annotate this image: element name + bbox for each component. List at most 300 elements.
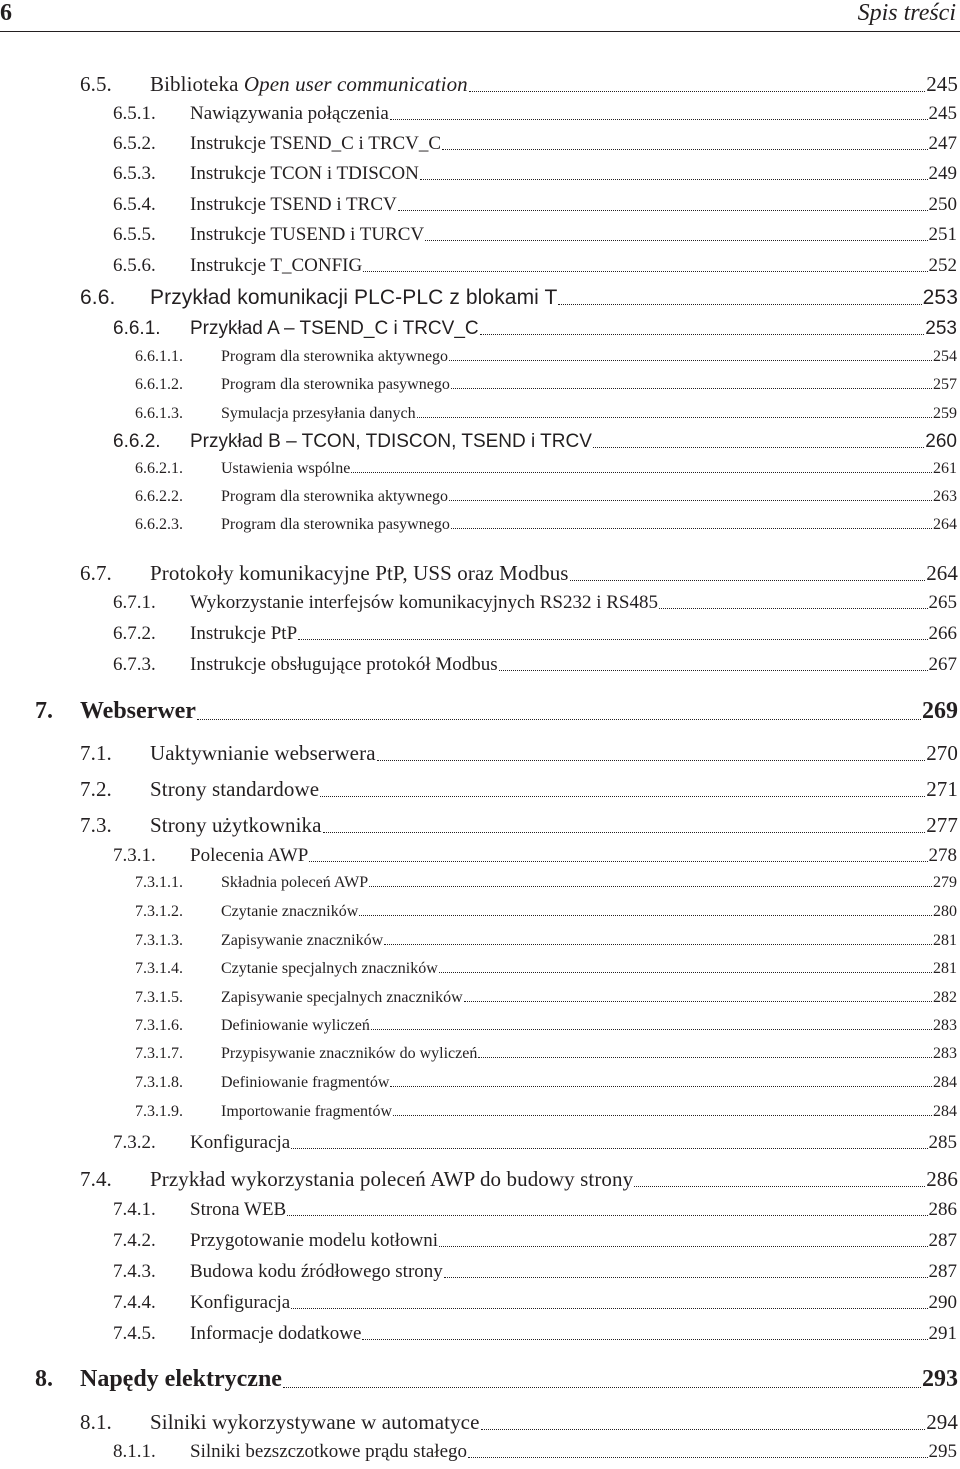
toc-entry-number: 7.1. (80, 741, 112, 765)
toc-entry-body (190, 623, 957, 645)
toc-entry[interactable] (0, 561, 960, 591)
toc-entry[interactable] (0, 777, 960, 807)
toc-entry-title-text: Webserwer (80, 698, 196, 724)
toc-entry-body (190, 845, 957, 867)
toc-entry-title (221, 932, 383, 950)
toc-entry-title (190, 255, 362, 277)
toc-entry-number: 7.3. (80, 813, 112, 837)
toc-entry-leader-dots (634, 1186, 925, 1187)
toc-entry-number: 8.1.1. (113, 1441, 156, 1462)
toc-entry-page: 264 (926, 561, 958, 585)
toc-entry-leader-dots (377, 760, 926, 761)
toc-entry-number: 7.4. (80, 1167, 112, 1191)
toc-entry-body (190, 592, 957, 614)
toc-entry-leader-dots (464, 1001, 932, 1002)
toc-entry-page: 251 (928, 224, 957, 245)
toc-entry-number: 6.6.2.3. (135, 516, 183, 533)
toc-entry[interactable] (0, 698, 960, 730)
toc-entry-number: 7.3.1.1. (135, 874, 183, 891)
toc-entry-page: 283 (933, 1017, 957, 1034)
toc-entry-leader-dots (425, 240, 927, 241)
toc-entry-leader-dots (449, 500, 932, 501)
toc-entry-body (221, 903, 957, 921)
toc-entry-page: 252 (928, 255, 957, 276)
toc-entry-title-text: Protokoły komunikacyjne PtP, USS oraz Modbus (150, 561, 569, 585)
toc-entry-body (221, 405, 957, 423)
toc-entry[interactable] (0, 623, 960, 651)
toc-entry-body (190, 1261, 957, 1283)
toc-entry-page: 253 (925, 318, 957, 339)
toc-entry-title-text: Program dla sterownika pasywnego (221, 376, 450, 393)
toc-entry-leader-dots (359, 915, 932, 916)
toc-entry[interactable] (0, 194, 960, 222)
toc-entry-title (80, 1366, 282, 1393)
toc-entry-title-text: Strony użytkownika (150, 813, 322, 837)
toc-entry-number: 6.5.5. (113, 224, 156, 245)
toc-entry-title (190, 224, 424, 246)
toc-entry-leader-dots (320, 796, 925, 797)
toc-entry-title (221, 405, 416, 423)
toc-entry-title-text: Instrukcje T_CONFIG (190, 255, 363, 276)
toc-entry-title-text: Uaktywnianie webserwera (150, 741, 376, 765)
toc-entry-title (221, 1074, 389, 1092)
toc-entry-title (150, 1410, 480, 1435)
toc-entry-body (150, 1167, 958, 1192)
page-number: 6 (0, 0, 12, 26)
toc-entry-title-text: Instrukcje obsługujące protokół Modbus (190, 654, 498, 675)
toc-entry-title-text: Przykład A – TSEND_C i TRCV_C (190, 318, 479, 339)
toc-entry-title (190, 194, 397, 216)
toc-entry-title-text: Przykład komunikacji PLC-PLC z blokami T (150, 286, 558, 309)
toc-entry-title (221, 1017, 370, 1035)
toc-entry-title (190, 318, 479, 340)
toc-entry-title-text: Instrukcje TUSEND i TURCV (190, 224, 425, 245)
toc-entry-title-text: Składnia poleceń AWP (221, 874, 369, 891)
toc-entry-title-text: Polecenia AWP (190, 845, 309, 866)
toc-entry-number: 7.3.1.4. (135, 960, 183, 977)
toc-entry-leader-dots (444, 1277, 928, 1278)
toc-entry-page: 286 (928, 1199, 957, 1220)
toc-entry-title-text: Strony standardowe (150, 777, 320, 801)
toc-entry-page: 254 (933, 348, 957, 365)
toc-entry-leader-dots (291, 1148, 927, 1149)
toc-entry-leader-dots (439, 1246, 927, 1247)
toc-entry-body (221, 960, 957, 978)
toc-entry-title (190, 845, 308, 867)
toc-entry-number: 6.6.2. (113, 431, 161, 452)
toc-entry-leader-dots (390, 1086, 932, 1087)
toc-entry[interactable] (0, 654, 960, 682)
toc-entry-title (190, 1199, 286, 1221)
toc-entry[interactable] (0, 516, 960, 540)
toc-entry-number: 6.6.1. (113, 318, 161, 339)
toc-entry-number: 7. (35, 698, 53, 724)
toc-entry[interactable] (0, 1261, 960, 1289)
toc-entry-leader-dots (468, 1457, 927, 1458)
toc-entry-leader-dots (398, 210, 928, 211)
toc-entry-body (190, 318, 957, 340)
toc-entry-page: 247 (928, 133, 957, 154)
toc-entry-title-text: Definiowanie fragmentów (221, 1074, 390, 1091)
toc-entry-body (221, 1103, 957, 1121)
toc-entry-page: 279 (933, 874, 957, 891)
toc-entry-page: 287 (928, 1230, 957, 1251)
toc-entry-page: 266 (928, 623, 957, 644)
toc-entry[interactable] (0, 163, 960, 191)
toc-entry-leader-dots (287, 1215, 927, 1216)
toc-entry-number: 7.3.1.5. (135, 989, 183, 1006)
toc-entry-title-text: Wykorzystanie interfejsów komunikacyjnych RS232 i RS485 (190, 592, 658, 613)
toc-entry-number: 7.3.1.9. (135, 1103, 183, 1120)
toc-entry-body (190, 194, 957, 216)
toc-entry-title-text: Program dla sterownika aktywnego (221, 488, 449, 505)
toc-entry-number: 7.3.1.3. (135, 932, 183, 949)
toc-entry[interactable] (0, 224, 960, 252)
toc-entry[interactable] (0, 1103, 960, 1127)
toc-entry-number: 6.5.3. (113, 163, 156, 184)
toc-entry-title-text: Przykład wykorzystania poleceń AWP do budowy strony (150, 1167, 634, 1191)
toc-entry-body (221, 376, 957, 394)
toc-entry-title (150, 1167, 633, 1192)
toc-entry-title (221, 903, 358, 921)
toc-entry-number: 7.2. (80, 777, 112, 801)
toc-entry-body (190, 654, 957, 676)
toc-entry-number: 8.1. (80, 1410, 112, 1434)
toc-entry-body (150, 286, 958, 310)
toc-entry[interactable] (0, 1132, 960, 1160)
toc-entry-title (221, 516, 450, 534)
toc-entry-body (221, 516, 957, 534)
toc-entry-leader-dots (369, 886, 932, 887)
toc-entry-page: 277 (926, 813, 958, 837)
toc-entry-leader-dots (291, 1308, 927, 1309)
toc-entry-body (190, 103, 957, 125)
toc-entry[interactable] (0, 989, 960, 1013)
toc-entry-number: 6.5.4. (113, 194, 156, 215)
toc-entry-title (221, 874, 368, 892)
toc-entry-title-text: Napędy elektryczne (80, 1366, 282, 1392)
toc-entry[interactable] (0, 845, 960, 873)
toc-entry-title (150, 741, 376, 766)
toc-entry[interactable] (0, 318, 960, 346)
toc-entry-body (221, 460, 957, 478)
toc-entry[interactable] (0, 932, 960, 956)
toc-entry[interactable] (0, 1441, 960, 1469)
header-rule (0, 31, 960, 32)
toc-entry-body (221, 989, 957, 1007)
toc-entry-title-text: Nawiązywania połączenia (190, 103, 389, 124)
toc-entry-number: 7.3.1.7. (135, 1045, 183, 1062)
toc-entry-title-text: Ustawienia wspólne (221, 460, 351, 477)
toc-entry-number: 6.5.2. (113, 133, 156, 154)
toc-entry-title-text: Zapisywanie specjalnych znaczników (221, 989, 463, 1006)
toc-entry-number: 6.5.1. (113, 103, 156, 124)
toc-entry-title (150, 813, 322, 838)
toc-entry[interactable] (0, 592, 960, 620)
toc-entry-body (150, 813, 958, 838)
toc-entry-title (190, 133, 441, 155)
toc-entry-number: 7.3.1. (113, 845, 156, 866)
toc-entry[interactable] (0, 1410, 960, 1440)
toc-entry-title (190, 103, 389, 125)
toc-entry-title (150, 561, 569, 586)
toc-entry-leader-dots (451, 528, 932, 529)
toc-entry-page: 294 (926, 1410, 958, 1434)
toc-entry[interactable] (0, 431, 960, 459)
toc-entry[interactable] (0, 460, 960, 484)
toc-entry-number: 7.3.2. (113, 1132, 156, 1153)
toc-entry-body (221, 488, 957, 506)
toc-entry-page: 282 (933, 989, 957, 1006)
toc-entry[interactable] (0, 874, 960, 898)
toc-entry-leader-dots (417, 417, 932, 418)
toc-entry[interactable] (0, 103, 960, 131)
toc-entry-title (221, 989, 463, 1007)
page-header (0, 0, 960, 32)
toc-entry-page: 271 (926, 777, 958, 801)
toc-entry-leader-dots (449, 360, 932, 361)
toc-entry-number: 8. (35, 1366, 53, 1392)
toc-entry-leader-dots (371, 1029, 932, 1030)
toc-entry-page: 245 (926, 72, 958, 96)
toc-entry[interactable] (0, 1017, 960, 1041)
section-title: Spis treści (857, 0, 956, 26)
toc-entry-body (221, 1017, 957, 1035)
toc-entry-title (221, 376, 450, 394)
toc-entry-title (190, 431, 592, 453)
toc-entry-number: 6.5.6. (113, 255, 156, 276)
toc-entry-leader-dots (469, 91, 925, 92)
toc-entry-title-text: Biblioteka (150, 72, 244, 96)
toc-entry-page: 281 (933, 932, 957, 949)
toc-entry-body (150, 777, 958, 802)
toc-entry-title (190, 1441, 467, 1463)
toc-entry-page: 249 (928, 163, 957, 184)
toc-entry-page: 287 (928, 1261, 957, 1282)
toc-entry-page: 281 (933, 960, 957, 977)
toc-entry-title (221, 348, 448, 366)
toc-entry-body (190, 255, 957, 277)
toc-entry-title-text: Symulacja przesyłania danych (221, 405, 416, 422)
toc-entry[interactable] (0, 903, 960, 927)
toc-entry-title (221, 960, 438, 978)
toc-entry-page: 269 (922, 698, 958, 724)
toc-entry-leader-dots (420, 179, 928, 180)
toc-entry-page: 261 (933, 460, 957, 477)
toc-entry[interactable] (0, 348, 960, 372)
toc-entry-title (190, 623, 297, 645)
toc-entry-leader-dots (351, 472, 932, 473)
toc-entry-body (190, 1199, 957, 1221)
toc-entry-leader-dots (442, 149, 927, 150)
toc-entry-title-text: Instrukcje TSEND_C i TRCV_C (190, 133, 442, 154)
toc-entry-number: 6.6.1.3. (135, 405, 183, 422)
toc-entry-body (221, 1074, 957, 1092)
toc-entry-page: 264 (933, 516, 957, 533)
toc-entry-number: 7.3.1.8. (135, 1074, 183, 1091)
toc-entry-page: 284 (933, 1074, 957, 1091)
toc-entry-body (190, 1441, 957, 1463)
toc-entry-leader-dots (323, 832, 926, 833)
toc-entry-title (221, 1045, 477, 1063)
toc-entry-body (190, 133, 957, 155)
toc-entry-title-text: Definiowanie wyliczeń (221, 1017, 370, 1034)
toc-entry-body (80, 1366, 958, 1393)
toc-entry-title (190, 1230, 438, 1252)
toc-entry-page: 278 (928, 845, 957, 866)
toc-entry-leader-dots (384, 944, 932, 945)
toc-entry-title (150, 72, 468, 97)
toc-entry-title-text: Przypisywanie znaczników do wyliczeń (221, 1045, 478, 1062)
toc-entry-body (150, 72, 958, 97)
toc-entry-number: 6.5. (80, 72, 112, 96)
toc-entry-body (190, 1230, 957, 1252)
toc-entry-number: 6.7.1. (113, 592, 156, 613)
toc-entry-leader-dots (362, 1339, 927, 1340)
toc-entry-leader-dots (478, 1057, 932, 1058)
toc-entry-leader-dots (499, 670, 928, 671)
toc-entry-title-text: Informacje dodatkowe (190, 1323, 362, 1344)
toc-entry-page: 280 (933, 903, 957, 920)
toc-entry-page: 253 (922, 286, 958, 309)
toc-entry-title-text: Budowa kodu źródłowego strony (190, 1261, 443, 1282)
toc-entry[interactable] (0, 1199, 960, 1227)
toc-entry-title-text: Przygotowanie modelu kotłowni (190, 1230, 439, 1251)
toc-entry-number: 6.7.3. (113, 654, 156, 675)
toc-entry-title-text: Konfiguracja (190, 1132, 291, 1153)
toc-entry-number: 7.4.1. (113, 1199, 156, 1220)
toc-entry-page: 263 (933, 488, 957, 505)
toc-entry-page: 259 (933, 405, 957, 422)
toc-entry-leader-dots (451, 388, 932, 389)
toc-entry-leader-dots (593, 447, 924, 448)
toc-entry-leader-dots (283, 1387, 921, 1388)
toc-entry-body (190, 1132, 957, 1154)
toc-entry-title-text: Instrukcje TSEND i TRCV (190, 194, 397, 215)
toc-entry[interactable] (0, 72, 960, 102)
toc-entry-body (190, 431, 957, 453)
toc-entry-body (221, 932, 957, 950)
toc-entry-page: 286 (926, 1167, 958, 1191)
toc-entry-title-text: Silniki bezszczotkowe prądu stałego (190, 1441, 468, 1462)
toc-entry-body (150, 561, 958, 586)
toc-entry[interactable] (0, 1366, 960, 1398)
toc-entry-title-text: Program dla sterownika aktywnego (221, 348, 449, 365)
toc-entry[interactable] (0, 488, 960, 512)
toc-entry-title-text: Importowanie fragmentów (221, 1103, 393, 1120)
toc-entry-page: 260 (925, 431, 957, 452)
toc-entry-page: 265 (928, 592, 957, 613)
toc-entry-title (80, 698, 196, 725)
toc-entry[interactable] (0, 255, 960, 283)
toc-entry-page: 267 (928, 654, 957, 675)
toc-entry[interactable] (0, 1074, 960, 1098)
toc-entry-title (190, 1292, 290, 1314)
toc-entry[interactable] (0, 1323, 960, 1351)
toc-entry-number: 6.6.1.1. (135, 348, 183, 365)
toc-entry-number: 7.4.2. (113, 1230, 156, 1251)
toc-entry-page: 291 (928, 1323, 957, 1344)
toc-entry-title (190, 592, 658, 614)
toc-entry-body (190, 1292, 957, 1314)
toc-entry-title (190, 654, 498, 676)
toc-entry-title (190, 1132, 290, 1154)
toc-entry-page: 250 (928, 194, 957, 215)
toc-entry-body (190, 1323, 957, 1345)
toc-entry-title-italic: Open user communication (243, 72, 468, 96)
toc-entry-leader-dots (393, 1115, 932, 1116)
toc-entry-number: 7.4.3. (113, 1261, 156, 1282)
toc-entry-page: 290 (928, 1292, 957, 1313)
toc-entry[interactable] (0, 376, 960, 400)
toc-entry-leader-dots (439, 972, 932, 973)
toc-entry-body (150, 741, 958, 766)
toc-entry-title-text: Instrukcje TCON i TDISCON (190, 163, 419, 184)
toc-entry-body (80, 698, 958, 725)
toc-entry-body (221, 1045, 957, 1063)
toc-entry-body (221, 874, 957, 892)
toc-entry-number: 6.7.2. (113, 623, 156, 644)
toc-entry-title-text: Czytanie znaczników (221, 903, 359, 920)
toc-entry-title-text: Przykład B – TCON, TDISCON, TSEND i TRCV (190, 431, 592, 452)
toc-entry-title-text: Program dla sterownika pasywnego (221, 516, 450, 533)
toc-entry-number: 6.6.1.2. (135, 376, 183, 393)
toc-entry-title (190, 1323, 361, 1345)
toc-entry-title (150, 777, 319, 802)
toc-entry-page: 270 (926, 741, 958, 765)
toc-entry[interactable] (0, 741, 960, 771)
toc-entry-title (190, 163, 419, 185)
toc-entry-number: 6.6.2.2. (135, 488, 183, 505)
toc-entry-title (150, 286, 557, 310)
toc-entry-page: 285 (928, 1132, 957, 1153)
toc-entry-page: 284 (933, 1103, 957, 1120)
toc-entry-page: 245 (928, 103, 957, 124)
toc-entry[interactable] (0, 286, 960, 316)
toc-entry-number: 7.3.1.6. (135, 1017, 183, 1034)
toc-entry-body (150, 1410, 958, 1435)
toc-entry[interactable] (0, 133, 960, 161)
toc-entry-number: 6.6. (80, 286, 116, 309)
toc-entry-leader-dots (390, 119, 928, 120)
toc-entry[interactable] (0, 405, 960, 429)
toc-entry-body (190, 163, 957, 185)
toc-entry-number: 7.3.1.2. (135, 903, 183, 920)
toc-entry-page: 295 (928, 1441, 957, 1462)
toc-entry[interactable] (0, 1292, 960, 1320)
toc-entry-leader-dots (480, 334, 925, 335)
toc-entry-leader-dots (363, 271, 927, 272)
toc-entry-body (221, 348, 957, 366)
toc-entry-title (190, 1261, 443, 1283)
toc-entry[interactable] (0, 1045, 960, 1069)
toc-entry-number: 6.7. (80, 561, 112, 585)
toc-entry[interactable] (0, 1167, 960, 1197)
toc-entry-page: 283 (933, 1045, 957, 1062)
toc-entry-title-text: Instrukcje PtP (190, 623, 298, 644)
toc-entry-leader-dots (659, 608, 928, 609)
toc-entry-title-text: Czytanie specjalnych znaczników (221, 960, 438, 977)
toc-entry[interactable] (0, 960, 960, 984)
toc-entry-leader-dots (309, 861, 927, 862)
toc-entry-body (190, 224, 957, 246)
toc-entry[interactable] (0, 1230, 960, 1258)
toc-entry-title (221, 460, 350, 478)
toc-entry[interactable] (0, 813, 960, 843)
toc-entry-number: 7.4.5. (113, 1323, 156, 1344)
toc-entry-title-text: Zapisywanie znaczników (221, 932, 384, 949)
toc-entry-leader-dots (558, 304, 921, 305)
